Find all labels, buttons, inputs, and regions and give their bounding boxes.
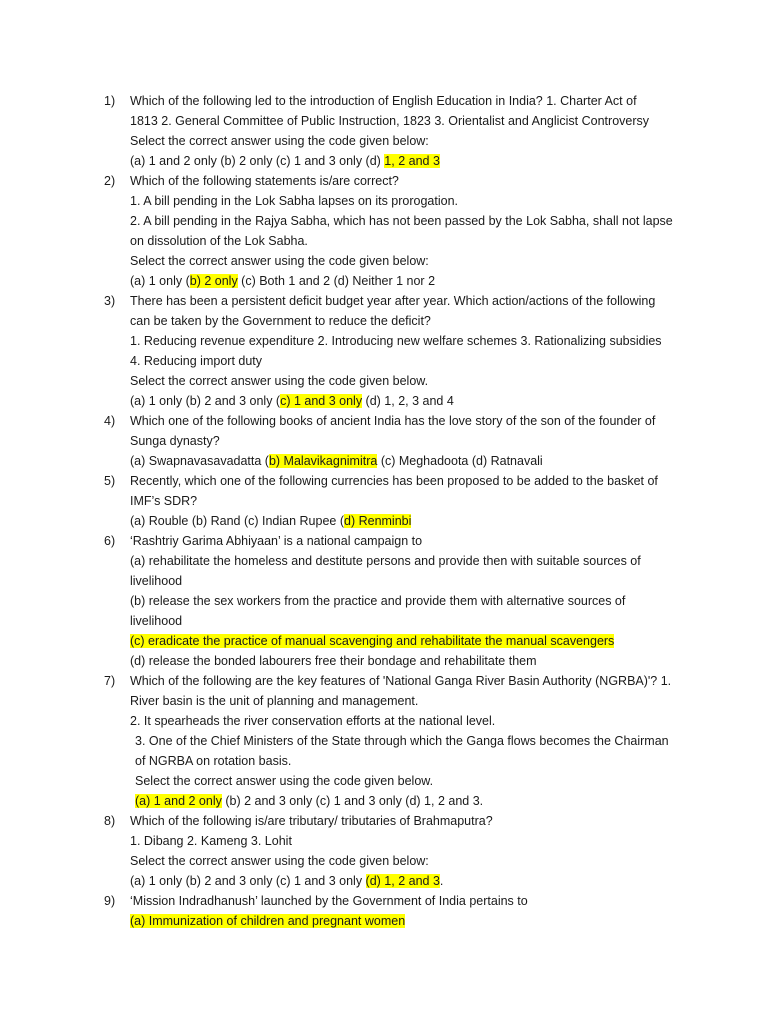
question-text-line: IMF’s SDR? [130,494,198,508]
answer-options-text: (a) Rouble (b) Rand (c) Indian Rupee ( [130,514,344,528]
question-number: 9) [104,894,116,908]
question-text-line: Which of the following is/are tributary/ tributaries of Brahmaputra? [130,814,493,828]
question-3 [104,291,690,411]
question-text-line [130,451,690,471]
highlighted-answer: b) 2 only [189,274,238,288]
question-text-line: of NGRBA on rotation basis. [135,754,292,768]
question-text-line: Sunga dynasty? [130,434,220,448]
highlighted-answer: (d) 1, 2 and 3 [365,874,440,888]
question-4 [104,411,690,471]
question-text-line [130,911,690,931]
question-text-line: Select the correct answer using the code given below: [130,254,429,268]
question-text-line: 2. It spearheads the river conservation efforts at the national level. [130,714,496,728]
answer-options-text: (d) 1, 2, 3 and 4 [362,394,454,408]
question-text-line [130,871,690,891]
question-text-line: Select the correct answer using the code given below. [135,774,434,788]
question-text-line: can be taken by the Government to reduce the deficit? [130,314,431,328]
question-text-line: Select the correct answer using the code given below: [130,134,429,148]
answer-options-text: . [439,874,444,888]
question-text-line: Which one of the following books of ancient India has the love story of the son of the founder of [130,414,656,428]
question-6 [104,531,690,671]
answer-options-text: (c) Meghadoota (d) Ratnavali [377,454,543,468]
question-text-line: There has been a persistent deficit budget year after year. Which action/actions of the following [130,294,656,308]
question-text-line [130,391,690,411]
question-5 [104,471,690,531]
question-text-line: ‘Rashtriy Garima Abhiyaan’ is a national campaign to [130,534,423,548]
highlighted-answer: (c) eradicate the practice of manual scavenging and rehabilitate the manual scavengers [130,634,615,648]
question-text-line: 3. One of the Chief Ministers of the State through which the Ganga flows becomes the Chairman [135,734,669,748]
question-text-line: Which of the following statements is/are correct? [130,174,399,188]
question-text-line: 1813 2. General Committee of Public Instruction, 1823 3. Orientalist and Anglicist Controversy [130,114,650,128]
question-text-line: Recently, which one of the following currencies has been proposed to be added to the basket of [130,474,658,488]
question-number: 2) [104,174,116,188]
highlighted-answer: (a) 1 and 2 only [135,794,222,808]
question-text-line: Select the correct answer using the code given below: [130,854,429,868]
answer-options-text: (a) 1 only ( [130,274,190,288]
question-text-line: 1. Reducing revenue expenditure 2. Introducing new welfare schemes 3. Rationalizing subsidies [130,334,662,348]
question-text-line: ‘Mission Indradhanush’ launched by the Government of India pertains to [130,894,528,908]
highlighted-answer: (a) Immunization of children and pregnant women [130,914,406,928]
question-number: 5) [104,474,116,488]
question-7 [104,671,690,811]
question-text-line [130,511,690,531]
question-text-line [130,271,690,291]
question-2 [104,171,690,291]
answer-options-text: (a) 1 and 2 only (b) 2 only (c) 1 and 3 only (d) [130,154,385,168]
highlighted-answer: 1, 2 and 3 [384,154,440,168]
question-text-line: 2. A bill pending in the Rajya Sabha, which has not been passed by the Lok Sabha, shall not lapse [130,214,673,228]
question-9 [104,891,690,931]
question-text-line: 1. A bill pending in the Lok Sabha lapses on its prorogation. [130,194,459,208]
question-text-line: Select the correct answer using the code given below. [130,374,429,388]
question-text-line: 4. Reducing import duty [130,354,263,368]
question-number: 3) [104,294,116,308]
question-1 [104,91,690,171]
question-text-line: Which of the following led to the introduction of English Education in India? 1. Charter Act of [130,94,637,108]
question-number: 8) [104,814,116,828]
answer-options-text: (c) Both 1 and 2 (d) Neither 1 nor 2 [237,274,436,288]
question-number: 7) [104,674,116,688]
question-text-line: River basin is the unit of planning and management. [130,694,419,708]
question-text-line: (b) release the sex workers from the practice and provide them with alternative sources of [130,594,626,608]
question-text-line [130,631,690,651]
question-text-line [130,151,690,171]
answer-options-text: (a) Swapnavasavadatta ( [130,454,269,468]
highlighted-answer: d) Renminbi [344,514,412,528]
answer-options-text: (a) 1 only (b) 2 and 3 only (c) 1 and 3 only [130,874,366,888]
question-text-line [130,791,690,811]
highlighted-answer: b) Malavikagnimitra [268,454,378,468]
question-8 [104,811,690,891]
question-text-line: (a) rehabilitate the homeless and destitute persons and provide then with suitable sources of [130,554,641,568]
question-number: 6) [104,534,116,548]
question-number: 4) [104,414,116,428]
question-text-line: Which of the following are the key features of 'National Ganga River Basin Authority (NGRBA)'? 1. [130,674,672,688]
answer-options-text: (b) 2 and 3 only (c) 1 and 3 only (d) 1, 2 and 3. [221,794,484,808]
question-text-line: 1. Dibang 2. Kameng 3. Lohit [130,834,292,848]
question-text-line: on dissolution of the Lok Sabha. [130,234,308,248]
answer-options-text: (a) 1 only (b) 2 and 3 only ( [130,394,281,408]
question-text-line: livelihood [130,614,183,628]
question-text-line: (d) release the bonded labourers free their bondage and rehabilitate them [130,654,537,668]
question-text-line: livelihood [130,574,183,588]
highlighted-answer: c) 1 and 3 only [280,394,363,408]
question-number: 1) [104,94,116,108]
